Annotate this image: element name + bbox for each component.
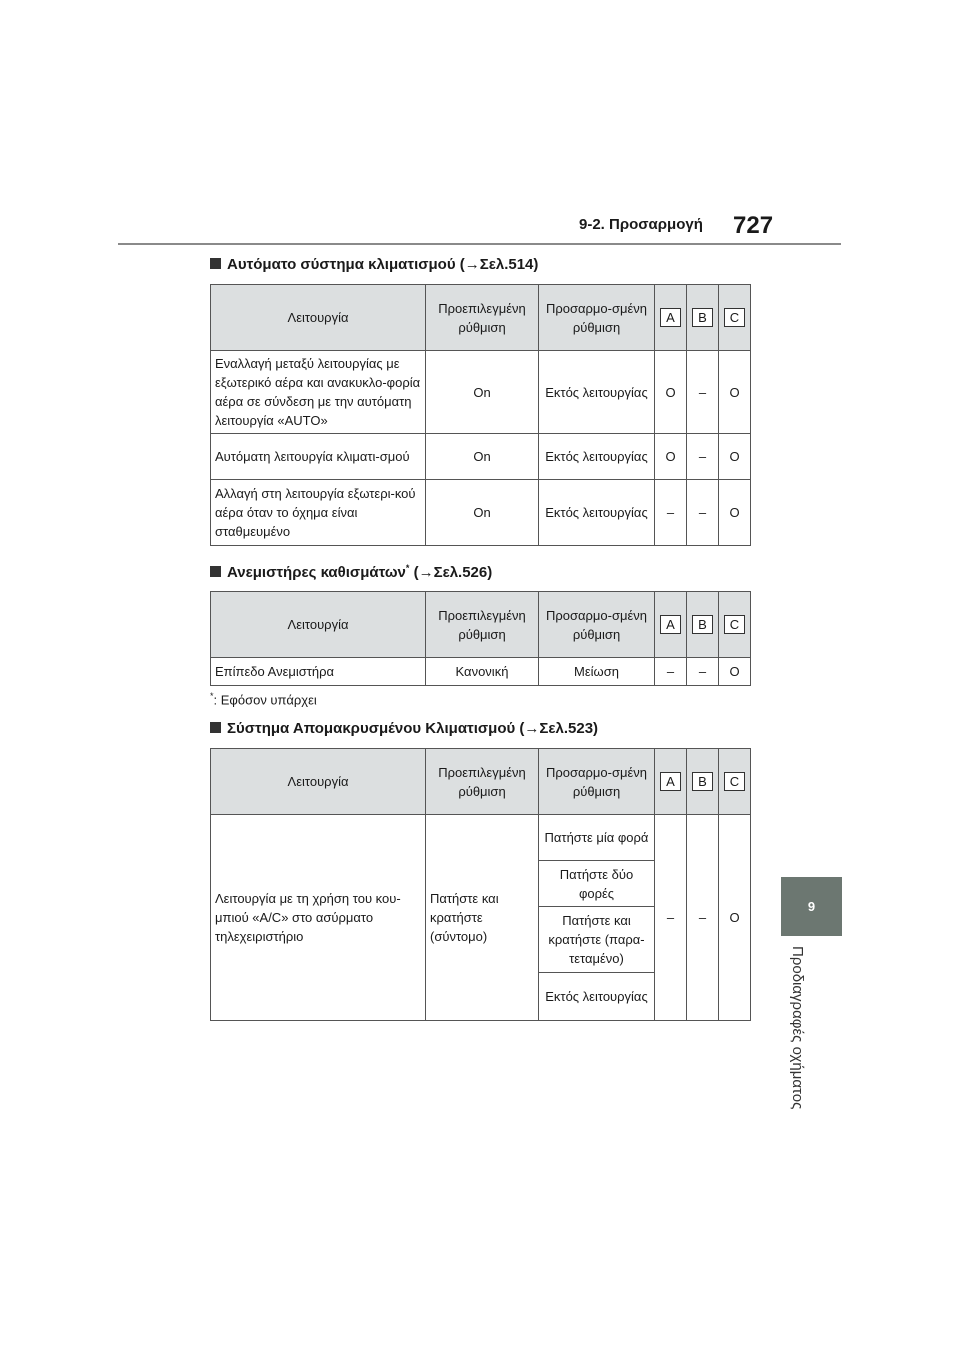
- section1-title: Αυτόματο σύστημα κλιματισμού (→Σελ.514): [227, 256, 539, 273]
- cell-default: Πατήστε και κρατήστε (σύντομο): [426, 815, 539, 1021]
- cell-default: Κανονική: [426, 658, 539, 686]
- col-function: Λειτουργία: [211, 749, 426, 815]
- section3-title: Σύστημα Απομακρυσμένου Κλιματισμού (→Σελ.523): [227, 720, 599, 737]
- table-row: [211, 351, 751, 434]
- cell-c: O: [719, 480, 751, 546]
- cell-a: –: [655, 658, 687, 686]
- footnote: [210, 691, 317, 707]
- cell-custom: Εκτός λειτουργίας: [539, 973, 655, 1021]
- cell-function: Επίπεδο Ανεμιστήρα: [211, 658, 426, 686]
- cell-b: –: [687, 658, 719, 686]
- cell-custom: Μείωση: [539, 658, 655, 686]
- cell-function: Αλλαγή στη λειτουργία εξωτερι-κού αέρα όταν το όχημα είναι σταθμευμένο: [211, 480, 426, 546]
- section-header: 9-2. Προσαρμογή: [579, 216, 703, 233]
- col-c: C: [719, 592, 751, 658]
- col-b: B: [687, 285, 719, 351]
- bullet-square-icon: [210, 566, 221, 577]
- col-default: Προεπιλεγμένη ρύθμιση: [426, 592, 539, 658]
- footnote-marker: *: [210, 691, 214, 701]
- cell-custom: Πατήστε και κρατήστε (παρα-τεταμένο): [539, 907, 655, 973]
- col-a: A: [655, 592, 687, 658]
- col-custom: Προσαρμο-σμένη ρύθμιση: [539, 592, 655, 658]
- section3-heading: [210, 720, 598, 737]
- bullet-square-icon: [210, 722, 221, 733]
- table-header-row: [211, 592, 751, 658]
- col-default: Προεπιλεγμένη ρύθμιση: [426, 749, 539, 815]
- cell-c: O: [719, 434, 751, 480]
- cell-default: On: [426, 480, 539, 546]
- cell-b: –: [687, 351, 719, 434]
- table-row: [211, 434, 751, 480]
- chapter-tab: 9: [781, 877, 842, 936]
- cell-custom: Εκτός λειτουργίας: [539, 351, 655, 434]
- cell-custom: Πατήστε μία φορά: [539, 815, 655, 861]
- col-b: B: [687, 592, 719, 658]
- cell-a: –: [655, 815, 687, 1021]
- cell-b: –: [687, 434, 719, 480]
- cell-function: Εναλλαγή μεταξύ λειτουργίας με εξωτερικό αέρα και ανακυκλο-φορία αέρα σε σύνδεση με την αυτόματη λειτουργία «AUTO»: [211, 351, 426, 434]
- footnote-text: : Εφόσον υπάρχει: [213, 692, 317, 708]
- cell-custom: Εκτός λειτουργίας: [539, 434, 655, 480]
- footnote-marker: *: [405, 563, 410, 573]
- header-rule: [118, 243, 841, 245]
- col-c: C: [719, 749, 751, 815]
- settings-table-1: [210, 284, 751, 546]
- col-custom: Προσαρμο-σμένη ρύθμιση: [539, 285, 655, 351]
- settings-table-3: [210, 748, 751, 1021]
- table-row: [211, 658, 751, 686]
- section1-heading: [210, 256, 538, 273]
- cell-b: –: [687, 815, 719, 1021]
- col-c: C: [719, 285, 751, 351]
- cell-default: On: [426, 434, 539, 480]
- table-row: [211, 480, 751, 546]
- col-custom: Προσαρμο-σμένη ρύθμιση: [539, 749, 655, 815]
- cell-function: Αυτόματη λειτουργία κλιματι-σμού: [211, 434, 426, 480]
- section2-title: Ανεμιστήρες καθισμάτων: [227, 564, 406, 581]
- section2-ref: (→Σελ.526): [409, 564, 493, 581]
- table-header-row: [211, 285, 751, 351]
- page-number: 727: [733, 212, 774, 239]
- col-function: Λειτουργία: [211, 592, 426, 658]
- table-row: [211, 815, 751, 861]
- cell-a: O: [655, 351, 687, 434]
- cell-b: –: [687, 480, 719, 546]
- section2-heading: [210, 563, 492, 581]
- bullet-square-icon: [210, 258, 221, 269]
- cell-default: On: [426, 351, 539, 434]
- cell-a: –: [655, 480, 687, 546]
- col-a: A: [655, 285, 687, 351]
- settings-table-2: [210, 591, 751, 686]
- cell-c: O: [719, 815, 751, 1021]
- col-function: Λειτουργία: [211, 285, 426, 351]
- cell-c: O: [719, 658, 751, 686]
- cell-c: O: [719, 351, 751, 434]
- cell-a: O: [655, 434, 687, 480]
- table-header-row: [211, 749, 751, 815]
- col-b: B: [687, 749, 719, 815]
- cell-custom: Εκτός λειτουργίας: [539, 480, 655, 546]
- cell-function: Λειτουργία με τη χρήση του κου-μπιού «A/C» στο ασύρματο τηλεχειριστήριο: [211, 815, 426, 1021]
- chapter-title: Προδιαγραφές οχήματος: [789, 946, 806, 1110]
- col-a: A: [655, 749, 687, 815]
- col-default: Προεπιλεγμένη ρύθμιση: [426, 285, 539, 351]
- cell-custom: Πατήστε δύο φορές: [539, 861, 655, 907]
